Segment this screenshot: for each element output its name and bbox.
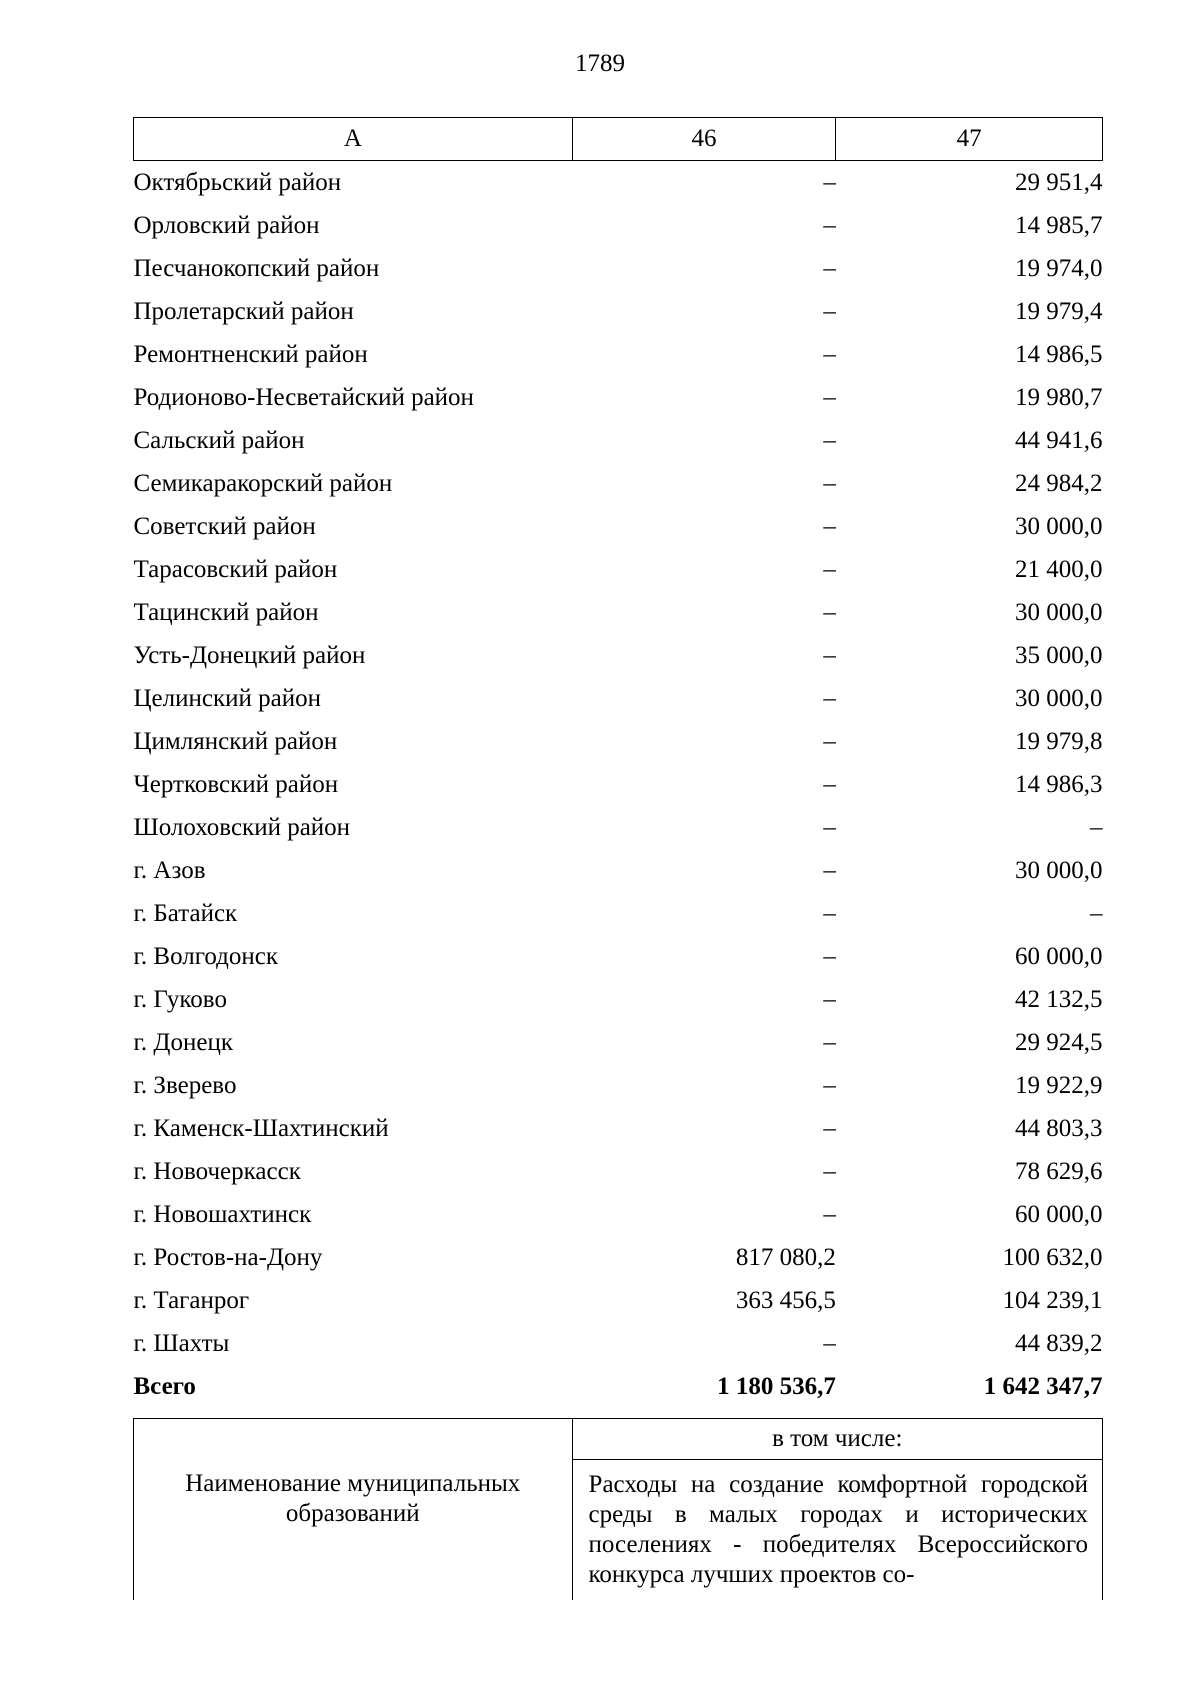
- table-row: [134, 892, 1103, 935]
- row-name: г. Донецк: [133, 1028, 233, 1056]
- row-name: Целинский район: [133, 684, 321, 712]
- row-name: г. Шахты: [133, 1329, 230, 1357]
- row-name: Советский район: [133, 512, 316, 540]
- row-value-46: –: [823, 168, 836, 196]
- table-row: [134, 935, 1103, 978]
- row-value-46: –: [823, 727, 836, 755]
- table-row: [134, 634, 1103, 677]
- table-row: [134, 376, 1103, 419]
- column-header-46: 46: [572, 118, 836, 161]
- row-value-47: –: [1090, 813, 1103, 841]
- table-body: [134, 161, 1103, 1366]
- row-value-47: 29 924,5: [1015, 1028, 1103, 1056]
- row-value-46: –: [823, 297, 836, 325]
- row-value-46: –: [823, 1200, 836, 1228]
- row-value-47: 19 980,7: [1015, 383, 1103, 411]
- row-value-47: 100 632,0: [1002, 1243, 1103, 1271]
- table-row: [134, 763, 1103, 806]
- row-name: Орловский район: [133, 211, 320, 239]
- row-value-47: 19 979,8: [1015, 727, 1103, 755]
- row-name: г. Каменск-Шахтинский: [133, 1114, 389, 1142]
- table-row: [134, 1021, 1103, 1064]
- continuation-header-table: [133, 1418, 1103, 1600]
- table-row: [134, 1236, 1103, 1279]
- row-value-47: 30 000,0: [1015, 598, 1103, 626]
- table-row: [134, 591, 1103, 634]
- row-value-47: –: [1090, 899, 1103, 927]
- table-row: [134, 720, 1103, 763]
- row-name: Шолоховский район: [133, 813, 351, 841]
- row-name: Сальский район: [133, 426, 305, 454]
- row-value-46: –: [823, 254, 836, 282]
- table-row: [134, 1279, 1103, 1322]
- row-name: г. Азов: [133, 856, 206, 884]
- row-value-47: 44 803,3: [1015, 1114, 1103, 1142]
- row-value-46: –: [823, 1329, 836, 1357]
- row-value-46: –: [823, 555, 836, 583]
- row-value-46: –: [823, 512, 836, 540]
- row-value-47: 29 951,4: [1015, 168, 1103, 196]
- row-value-47: 14 985,7: [1015, 211, 1103, 239]
- municipal-formations-header: Наименование муниципальных образований: [134, 1419, 573, 1601]
- table-row: [134, 290, 1103, 333]
- page-number: 1789: [575, 50, 625, 77]
- row-value-47: 19 979,4: [1015, 297, 1103, 325]
- row-value-46: –: [823, 469, 836, 497]
- table-row: [134, 1193, 1103, 1236]
- row-name: г. Новошахтинск: [133, 1200, 312, 1228]
- row-name: г. Волгодонск: [133, 942, 279, 970]
- budget-table: [133, 117, 1103, 1409]
- row-value-47: 42 132,5: [1015, 985, 1103, 1013]
- table-row: [134, 204, 1103, 247]
- row-value-46: –: [823, 1071, 836, 1099]
- row-value-46: –: [823, 426, 836, 454]
- row-value-47: 44 941,6: [1015, 426, 1103, 454]
- row-value-46: –: [823, 1028, 836, 1056]
- row-name: г. Батайск: [133, 899, 238, 927]
- row-value-46: –: [823, 383, 836, 411]
- including-caption: в том числе:: [572, 1419, 1102, 1460]
- row-value-47: 78 629,6: [1015, 1157, 1103, 1185]
- row-name: г. Гуково: [133, 985, 227, 1013]
- table-row: [134, 333, 1103, 376]
- table-row: [134, 1107, 1103, 1150]
- row-name: Тарасовский район: [133, 555, 338, 583]
- row-value-47: 60 000,0: [1015, 942, 1103, 970]
- row-name: Ремонтненский район: [133, 340, 368, 368]
- table-row: [134, 247, 1103, 290]
- row-value-46: –: [823, 985, 836, 1013]
- table-row: [134, 677, 1103, 720]
- row-name: Родионово-Несветайский район: [133, 383, 474, 411]
- total-value-46: 1 180 536,7: [717, 1373, 836, 1400]
- row-value-47: 30 000,0: [1015, 512, 1103, 540]
- row-value-46: –: [823, 856, 836, 884]
- row-value-46: –: [823, 770, 836, 798]
- row-value-47: 104 239,1: [1002, 1286, 1103, 1314]
- row-value-46: 363 456,5: [735, 1286, 836, 1314]
- row-value-46: –: [823, 942, 836, 970]
- row-value-46: –: [823, 684, 836, 712]
- table-row: [134, 505, 1103, 548]
- table-row: [134, 806, 1103, 849]
- row-name: г. Новочеркасск: [133, 1157, 301, 1185]
- table-row: [134, 161, 1103, 205]
- row-value-46: –: [823, 641, 836, 669]
- row-value-46: 817 080,2: [735, 1243, 836, 1271]
- row-value-46: –: [823, 1157, 836, 1185]
- row-value-47: 35 000,0: [1015, 641, 1103, 669]
- row-value-46: –: [823, 1114, 836, 1142]
- row-name: Усть-Донецкий район: [133, 641, 366, 669]
- table-row: [134, 548, 1103, 591]
- row-value-47: 19 974,0: [1015, 254, 1103, 282]
- table-row: [134, 849, 1103, 892]
- row-value-46: –: [823, 340, 836, 368]
- row-name: г. Ростов-на-Дону: [133, 1243, 323, 1271]
- total-label: Всего: [133, 1373, 196, 1400]
- row-name: Тацинский район: [133, 598, 319, 626]
- row-value-47: 44 839,2: [1015, 1329, 1103, 1357]
- row-value-47: 30 000,0: [1015, 856, 1103, 884]
- table-row: [134, 1064, 1103, 1107]
- row-value-47: 21 400,0: [1015, 555, 1103, 583]
- column-header-47: 47: [836, 118, 1103, 161]
- row-name: Цимлянский район: [133, 727, 338, 755]
- row-name: Песчанокопский район: [133, 254, 380, 282]
- table-row: [134, 1150, 1103, 1193]
- row-value-47: 24 984,2: [1015, 469, 1103, 497]
- table-row: [134, 462, 1103, 505]
- row-value-47: 19 922,9: [1015, 1071, 1103, 1099]
- row-name: Семикаракорский район: [133, 469, 393, 497]
- table-row: [134, 1322, 1103, 1365]
- row-name: г. Зверево: [133, 1071, 237, 1099]
- row-value-47: 14 986,3: [1015, 770, 1103, 798]
- row-value-47: 14 986,5: [1015, 340, 1103, 368]
- row-name: Чертковский район: [133, 770, 339, 798]
- row-value-46: –: [823, 899, 836, 927]
- column-header-a: А: [134, 118, 573, 161]
- table-row: [134, 419, 1103, 462]
- table-row: [134, 978, 1103, 1021]
- total-row: [134, 1365, 1103, 1409]
- row-name: Октябрьский район: [133, 168, 342, 196]
- row-name: г. Таганрог: [133, 1286, 250, 1314]
- row-value-47: 60 000,0: [1015, 1200, 1103, 1228]
- row-value-47: 30 000,0: [1015, 684, 1103, 712]
- table-header-row: [134, 118, 1103, 161]
- total-value-47: 1 642 347,7: [983, 1373, 1103, 1400]
- expense-description: Расходы на создание комфортной городской среды в малых городах и исторических поселениях - победителях Всероссийского конкурса лучших проектов со-: [588, 1471, 1088, 1588]
- row-value-46: –: [823, 813, 836, 841]
- row-name: Пролетарский район: [133, 297, 354, 325]
- row-value-46: –: [823, 598, 836, 626]
- row-value-46: –: [823, 211, 836, 239]
